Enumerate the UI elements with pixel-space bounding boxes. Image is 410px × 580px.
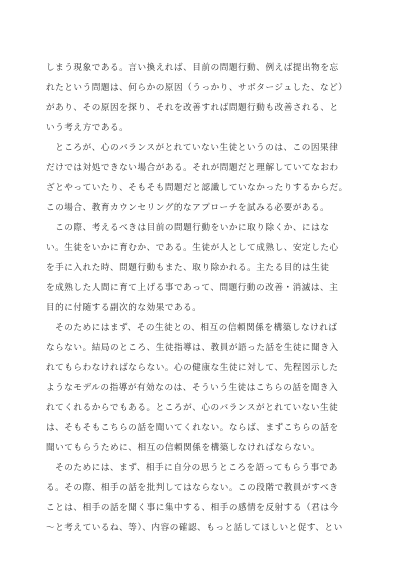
text-line: れたという問題は、何らかの原因（うっかり、サボタージュした、など）: [46, 83, 348, 93]
text-line: ようなモデルの指導が有効なのは、そういう生徒はこちらの話を聞き入: [46, 383, 339, 393]
text-line: い。生徒をいかに育むか、である。生徒が人として成熟し、安定した心: [46, 243, 339, 253]
text-line: れてくれるからでもある。ところが、心のバランスがとれていない生徒: [46, 403, 339, 413]
text-line: を成熟した人間に育て上げる事であって、問題行動の改善・消滅は、主: [46, 283, 339, 293]
text-line: そのためにはまず、その生徒との、相互の信頼関係を構築しなければ: [46, 323, 338, 333]
text-line: だけでは対処できない場合がある。それが問題だと理解していてなおわ: [46, 163, 339, 173]
text-line: この際、考えるべきは目前の問題行動をいかに取り除くか、にはな: [46, 223, 330, 233]
text-line: そのためには、まず、相手に自分の思うところを語ってもらう事であ: [46, 463, 338, 473]
text-line: ことは、相手の話を聞く事に集中する、相手の感情を反射する（君は今: [46, 503, 339, 513]
text-line: 〜と考えているね、等）、内容の確認、もっと話してほしいと促す、とい: [46, 523, 343, 533]
text-line: ならない。結局のところ、生徒指導は、教員が語った話を生徒に聞き入: [46, 343, 339, 353]
text-line: があり、その原因を探り、それを改善すれば問題行動も改善される、と: [46, 103, 339, 113]
text-line: は、そもそもこちらの話を聞いてくれない。ならば、まずこちらの話を: [46, 423, 339, 433]
text-line: ところが、心のバランスがとれていない生徒というのは、この因果律: [46, 143, 339, 153]
text-line: ざとやっていたり、そもそも問題だと認識していなかったりするからだ。: [46, 183, 348, 193]
body-text: [46, 58, 366, 538]
text-line: しまう現象である。言い換えれば、目前の問題行動、例えば提出物を忘: [46, 63, 339, 73]
text-line: この場合、教育カウンセリング的なアプローチを試みる必要がある。: [46, 203, 330, 213]
text-line: いう考え方である。: [46, 123, 129, 133]
text-line: を手に入れた時、問題行動もまた、取り除かれる。主たる目的は生徒: [46, 263, 330, 273]
text-line: れてもらわなければならない。心の健康な生徒に対して、先程図示した: [46, 363, 339, 373]
text-line: 聞いてもらうために、相互の信頼関係を構築しなければならない。: [46, 443, 321, 453]
text-line: る。その際、相手の話を批判してはならない。この段階で教員がすべき: [46, 483, 339, 493]
text-line: 目的に付随する副次的な効果である。: [46, 303, 202, 313]
